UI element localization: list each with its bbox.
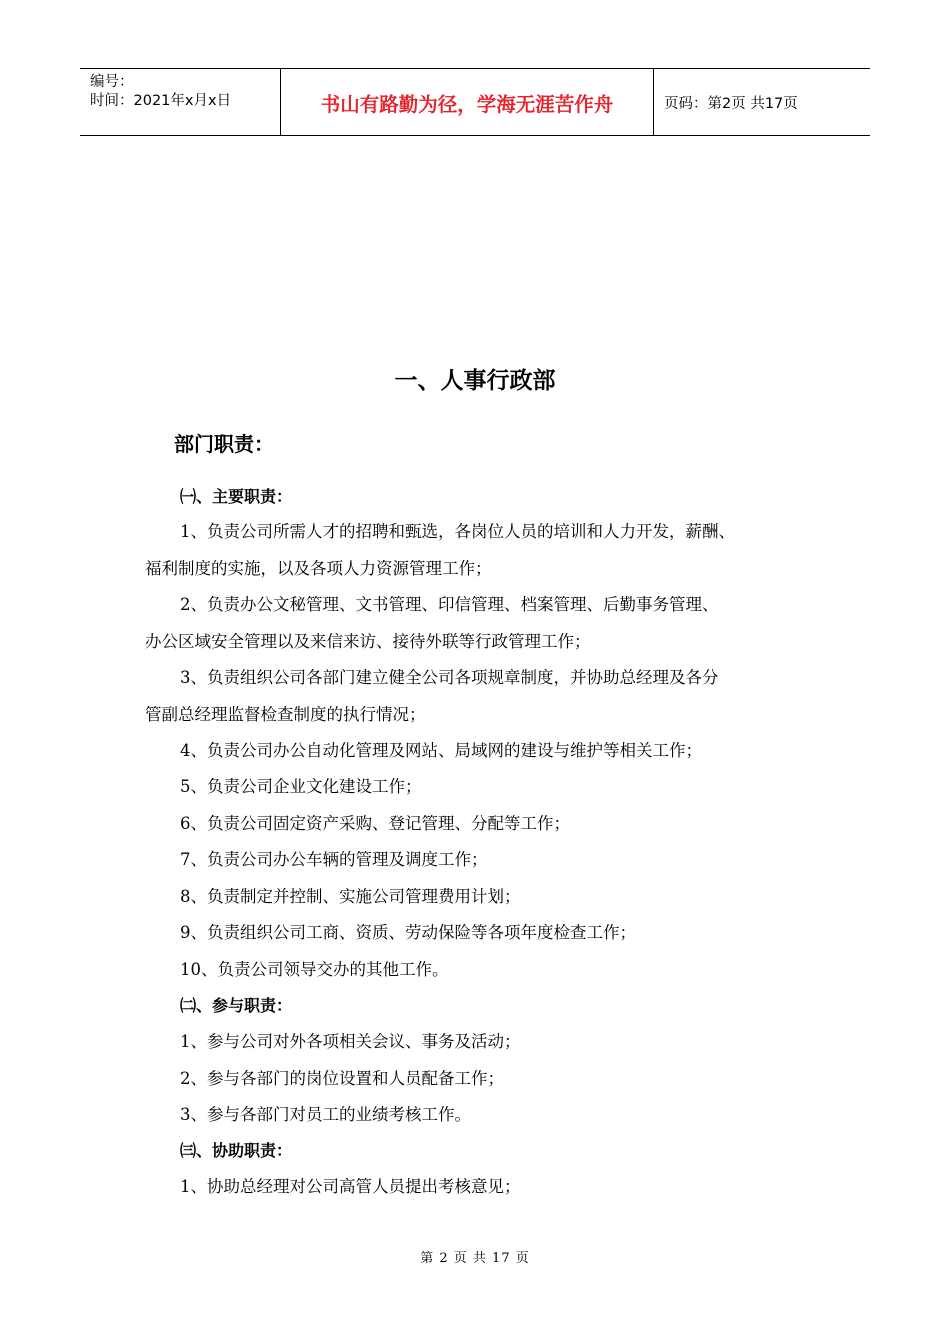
duty-line: 2、负责办公文秘管理、文书管理、印信管理、档案管理、后勤事务管理、 <box>180 595 719 614</box>
assist-duties-heading: ㈢、协助职责： <box>180 1141 293 1160</box>
duty-line: 2、参与各部门的岗位设置和人员配备工作； <box>180 1069 504 1088</box>
duty-line: 5、负责公司企业文化建设工作； <box>180 777 422 796</box>
duty-line: 7、负责公司办公车辆的管理及调度工作； <box>180 850 488 869</box>
page-footer: 第 2 页 共 17 页 <box>420 1251 530 1266</box>
document-title: 一、人事行政部 <box>394 368 556 394</box>
document-number-label: 编号： <box>90 74 134 90</box>
duty-line: 办公区域安全管理以及来信来访、接待外联等行政管理工作； <box>145 632 591 651</box>
document-time-label: 时间：2021年x月x日 <box>90 93 232 109</box>
header-meta-cell <box>80 69 281 135</box>
duty-line: 6、负责公司固定资产采购、登记管理、分配等工作； <box>180 814 570 833</box>
page-header <box>80 68 870 136</box>
duty-line: 福利制度的实施，以及各项人力资源管理工作； <box>145 559 492 578</box>
header-motto: 书山有路勤为径，学海无涯苦作舟 <box>281 69 654 135</box>
duty-line: 管副总经理监督检查制度的执行情况； <box>145 705 426 724</box>
duty-line: 1、协助总经理对公司高管人员提出考核意见； <box>180 1177 521 1196</box>
header-page-info: 页码：第2页 共17页 <box>664 96 798 112</box>
participation-duties-heading: ㈡、参与职责： <box>180 996 293 1015</box>
main-duties-heading: ㈠、主要职责： <box>180 487 293 506</box>
duty-line: 4、负责公司办公自动化管理及网站、局域网的建设与维护等相关工作； <box>180 741 702 760</box>
duty-line: 8、负责制定并控制、实施公司管理费用计划； <box>180 887 521 906</box>
duty-line: 3、负责组织公司各部门建立健全公司各项规章制度，并协助总经理及各分 <box>180 668 719 687</box>
duty-line: 1、负责公司所需人才的招聘和甄选，各岗位人员的培训和人力开发，薪酬、 <box>180 522 735 541</box>
duty-line: 10、负责公司领导交办的其他工作。 <box>180 960 449 979</box>
duty-line: 1、参与公司对外各项相关会议、事务及活动； <box>180 1032 521 1051</box>
duty-line: 9、负责组织公司工商、资质、劳动保险等各项年度检查工作； <box>180 923 636 942</box>
duty-line: 3、参与各部门对员工的业绩考核工作。 <box>180 1105 471 1124</box>
department-duties-heading: 部门职责： <box>174 432 274 456</box>
